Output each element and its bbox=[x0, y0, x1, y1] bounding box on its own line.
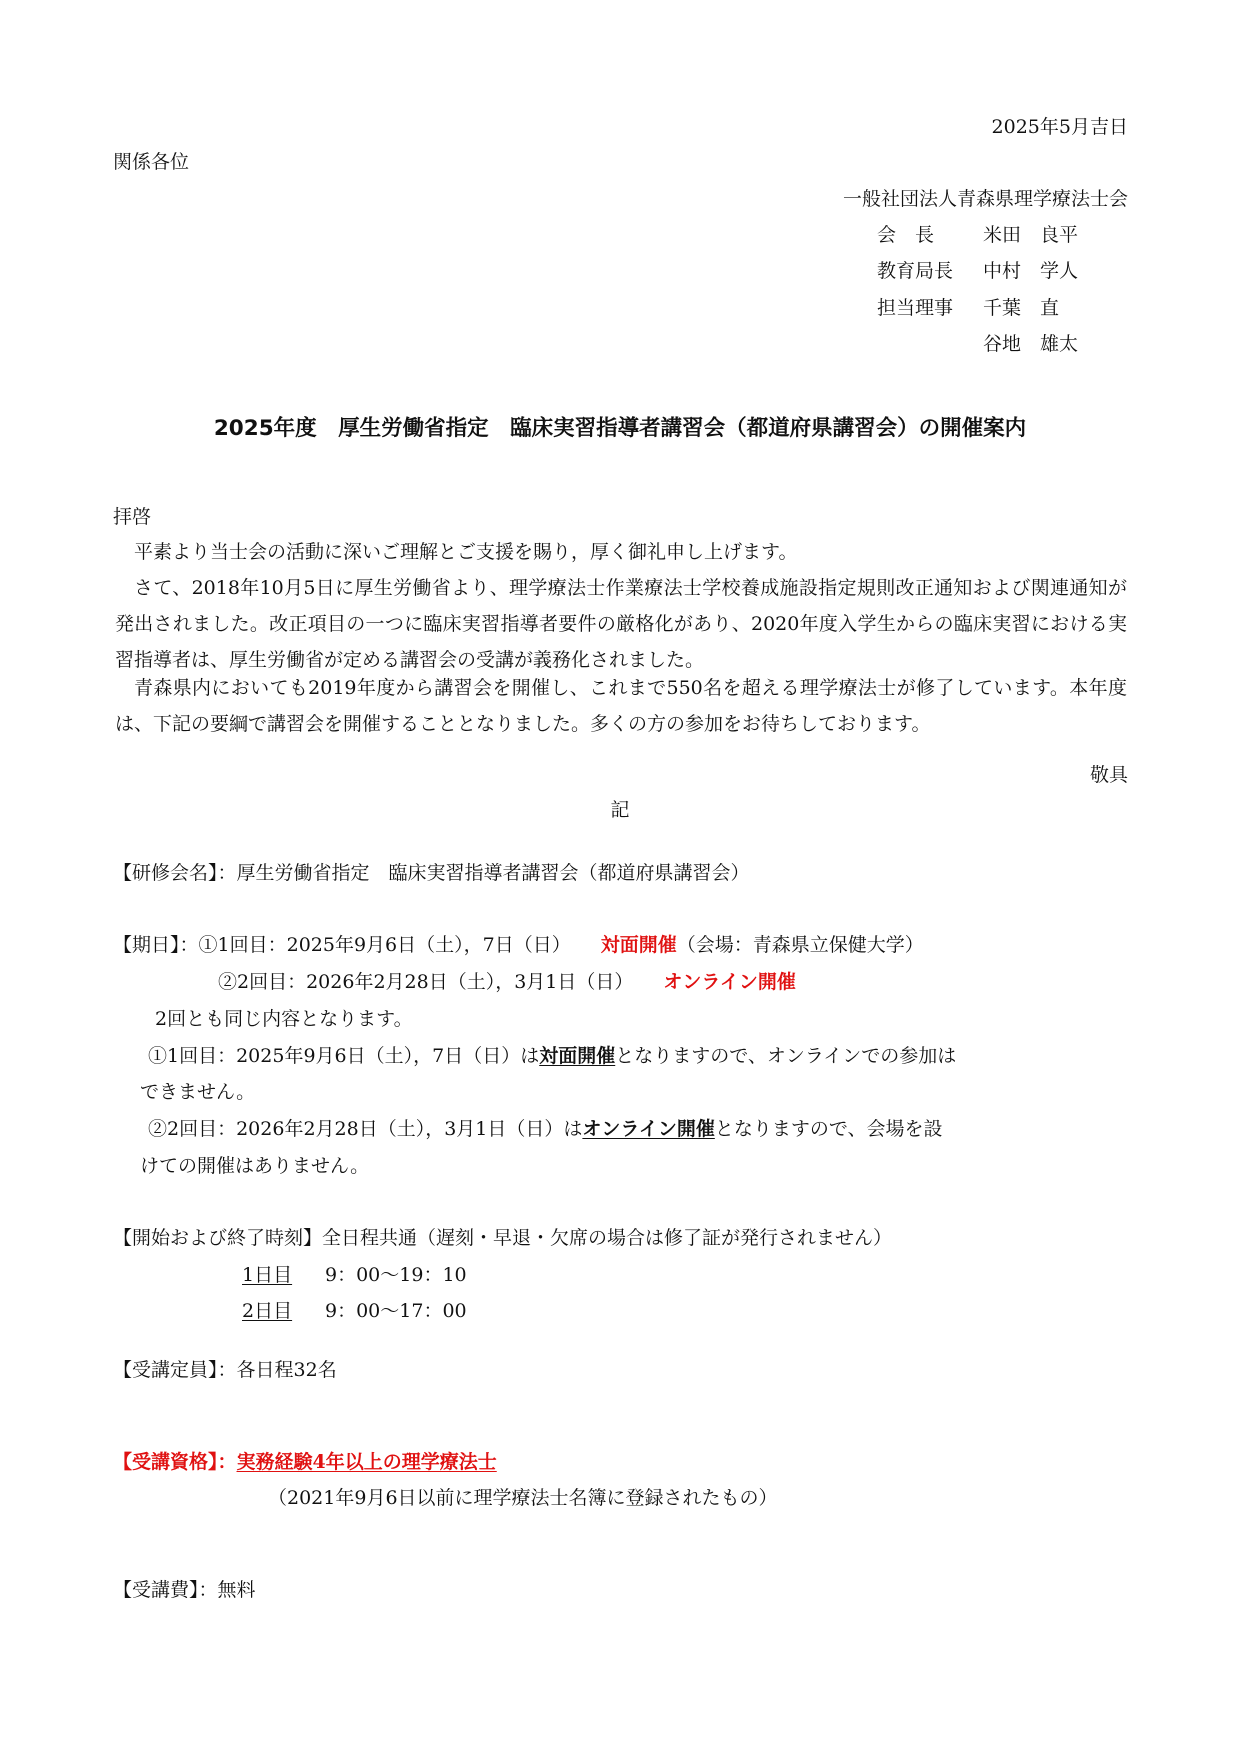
date-1: ①1回目：2025年9月6日（土），7日（日） bbox=[198, 934, 571, 956]
fee-row bbox=[113, 1579, 256, 1602]
day-2-time: 9：00〜17：00 bbox=[325, 1300, 467, 1322]
note-1-line-2: できません。 bbox=[140, 1081, 256, 1103]
note-2-text-post: となりますので、会場を設 bbox=[714, 1118, 943, 1140]
dates-row-2 bbox=[218, 971, 796, 994]
closing: 敬具 bbox=[1089, 764, 1128, 786]
time-note: 全日程共通（遅刻・早退・欠席の場合は修了証が発行されません） bbox=[322, 1227, 893, 1249]
date-2: ②2回目：2026年2月28日（土），3月1日（日） bbox=[218, 971, 634, 993]
day-1-label: 1日目 bbox=[242, 1264, 293, 1286]
note-1-text: ①1回目：2025年9月6日（土），7日（日）は bbox=[148, 1045, 540, 1067]
qualification-value: 実務経験4年以上の理学療法士 bbox=[236, 1451, 497, 1473]
greeting: 拝啓 bbox=[113, 506, 152, 528]
signatory-name: 谷地 雄太 bbox=[983, 333, 1079, 355]
signatory-name: 米田 良平 bbox=[983, 224, 1079, 246]
date-2-type: オンライン開催 bbox=[663, 971, 796, 993]
qualification-note: （2021年9月6日以前に理学療法士名簿に登録されたもの） bbox=[268, 1487, 778, 1509]
body-paragraph-1: 平素より当士会の活動に深いご理解とご支援を賜り，厚く御礼申し上げます。 bbox=[134, 541, 798, 563]
capacity-row bbox=[113, 1359, 337, 1382]
qualification-row bbox=[113, 1451, 497, 1474]
date-1-venue: （会場：青森県立保健大学） bbox=[676, 934, 924, 956]
note-2-text: ②2回目：2026年2月28日（土），3月1日（日）は bbox=[148, 1118, 583, 1140]
body-paragraph-3: 青森県内においても2019年度から講習会を開催し、これまで550名を超える理学療法士が修了しています。本年度は、下記の要綱で講習会を開催することとなりました。多くの方の参加をお待ちしております。 bbox=[115, 677, 1127, 735]
dates-row-1 bbox=[113, 934, 924, 957]
course-name-row bbox=[113, 862, 750, 885]
day-1-time: 9：00〜19：10 bbox=[325, 1264, 467, 1286]
note-1-emphasis: 対面開催 bbox=[539, 1045, 616, 1067]
signatory-role: 会 長 bbox=[877, 224, 935, 246]
note-2-emphasis: オンライン開催 bbox=[582, 1118, 715, 1140]
fee-value: 無料 bbox=[217, 1579, 256, 1601]
fee-label: 【受講費】： bbox=[113, 1579, 218, 1601]
addressee: 関係各位 bbox=[113, 151, 190, 173]
date-1-type: 対面開催 bbox=[600, 934, 677, 956]
qualification-label: 【受講資格】： bbox=[113, 1451, 237, 1473]
dates-label: 【期日】： bbox=[113, 934, 199, 956]
time-label: 【開始および終了時刻】 bbox=[113, 1227, 323, 1249]
course-name-value: 厚生労働省指定 臨床実習指導者講習会（都道府県講習会） bbox=[236, 862, 750, 884]
document-title: 2025年度 厚生労働省指定 臨床実習指導者講習会（都道府県講習会）の開催案内 bbox=[213, 416, 1027, 441]
issue-date: 2025年5月吉日 bbox=[991, 116, 1128, 138]
same-content-note: 2回とも同じ内容となります。 bbox=[155, 1008, 413, 1030]
capacity-label: 【受講定員】： bbox=[113, 1359, 237, 1381]
course-name-label: 【研修会名】： bbox=[113, 862, 237, 884]
signatory-name: 中村 学人 bbox=[983, 260, 1079, 282]
signatory-role: 担当理事 bbox=[877, 297, 954, 319]
signatory-name: 千葉 直 bbox=[983, 297, 1060, 319]
note-1-line-1 bbox=[148, 1045, 956, 1068]
day-2-label: 2日目 bbox=[242, 1300, 293, 1322]
signatory-role: 教育局長 bbox=[877, 260, 954, 282]
ki-heading: 記 bbox=[610, 799, 630, 821]
note-1-text-post: となりますので、オンラインでの参加は bbox=[615, 1045, 957, 1067]
capacity-value: 各日程32名 bbox=[236, 1359, 337, 1381]
time-row bbox=[113, 1227, 892, 1250]
note-2-line-2: けての開催はありません。 bbox=[140, 1155, 370, 1177]
note-2-line-1 bbox=[148, 1118, 942, 1141]
body-paragraph-2: さて、2018年10月5日に厚生労働省より、理学療法士作業療法士学校養成施設指定規則改正通知および関連通知が発出されました。改正項目の一つに臨床実習指導者要件の厳格化があり、2020年度入学生からの臨床実習における実習指導者は、厚生労働省が定める講習会の受講が義務化されました。 bbox=[115, 577, 1127, 671]
organization-name: 一般社団法人青森県理学療法士会 bbox=[842, 188, 1128, 210]
